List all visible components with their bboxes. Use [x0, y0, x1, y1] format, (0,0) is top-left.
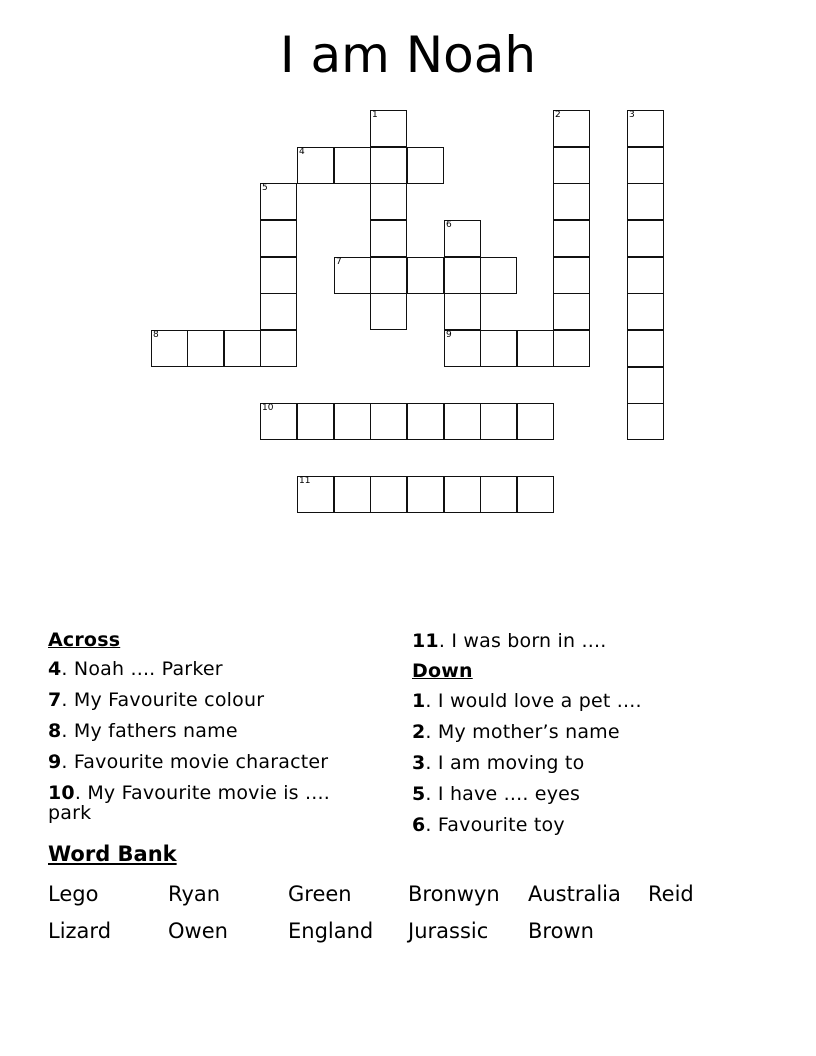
word-bank-word: Jurassic [408, 919, 489, 943]
crossword-cell[interactable] [334, 147, 371, 184]
crossword-cell[interactable] [370, 110, 407, 147]
crossword-cell[interactable] [297, 147, 334, 184]
crossword-cell[interactable] [224, 330, 261, 367]
crossword-cell[interactable] [627, 220, 664, 257]
clue-across-9: 9. Favourite movie character [48, 751, 329, 773]
crossword-cell[interactable] [370, 183, 407, 220]
crossword-cell[interactable] [444, 293, 481, 330]
crossword-cell[interactable] [444, 476, 481, 513]
down-heading: Down [412, 660, 473, 682]
word-bank-word: Ryan [168, 882, 221, 906]
crossword-cell[interactable] [370, 403, 407, 440]
cell-number: 9 [446, 330, 452, 340]
crossword-cell[interactable] [370, 220, 407, 257]
crossword-cell[interactable] [517, 330, 554, 367]
crossword-cell[interactable] [480, 330, 517, 367]
word-bank-word: Australia [528, 882, 621, 906]
word-bank-word: England [288, 919, 374, 943]
crossword-cell[interactable] [260, 183, 297, 220]
crossword-cell[interactable] [553, 183, 590, 220]
crossword-cell[interactable] [407, 257, 444, 294]
crossword-cell[interactable] [627, 367, 664, 404]
clue-down-2: 2. My mother’s name [412, 721, 620, 743]
crossword-cell[interactable] [627, 293, 664, 330]
word-bank-word: Lizard [48, 919, 112, 943]
crossword-cell[interactable] [260, 330, 297, 367]
clue-across-10: 10. My Favourite movie is .... park [48, 782, 330, 824]
cell-number: 10 [262, 403, 274, 413]
word-bank-word: Lego [48, 882, 99, 906]
crossword-cell[interactable] [553, 330, 590, 367]
crossword-cell[interactable] [260, 257, 297, 294]
crossword-cell[interactable] [297, 403, 334, 440]
crossword-cell[interactable] [370, 476, 407, 513]
cell-number: 3 [629, 110, 635, 120]
crossword-cell[interactable] [517, 403, 554, 440]
cell-number: 1 [372, 110, 378, 120]
word-bank-heading: Word Bank [48, 842, 177, 866]
crossword-cell[interactable] [187, 330, 224, 367]
crossword-cell[interactable] [553, 257, 590, 294]
word-bank-word: Brown [528, 919, 594, 943]
clue-down-1: 1. I would love a pet .... [412, 690, 642, 712]
clue-across-4: 4. Noah .... Parker [48, 658, 223, 680]
word-bank-word: Owen [168, 919, 228, 943]
crossword-cell[interactable] [334, 476, 371, 513]
crossword-cell[interactable] [480, 257, 517, 294]
crossword-cell[interactable] [370, 257, 407, 294]
word-bank-word: Green [288, 882, 352, 906]
word-bank-word: Bronwyn [408, 882, 500, 906]
crossword-cell[interactable] [444, 403, 481, 440]
crossword-cell[interactable] [627, 403, 664, 440]
cell-number: 6 [446, 220, 452, 230]
crossword-cell[interactable] [627, 147, 664, 184]
clue-across-11: 11. I was born in .... [412, 630, 607, 652]
crossword-cell[interactable] [553, 147, 590, 184]
crossword-cell[interactable] [407, 147, 444, 184]
clue-across-7: 7. My Favourite colour [48, 689, 265, 711]
crossword-cell[interactable] [334, 257, 371, 294]
crossword-cell[interactable] [480, 476, 517, 513]
crossword-cell[interactable] [260, 403, 297, 440]
cell-number: 7 [336, 257, 342, 267]
crossword-cell[interactable] [151, 330, 188, 367]
crossword-cell[interactable] [627, 257, 664, 294]
crossword-cell[interactable] [444, 220, 481, 257]
cell-number: 8 [153, 330, 159, 340]
crossword-cell[interactable] [370, 147, 407, 184]
clue-down-3: 3. I am moving to [412, 752, 585, 774]
crossword-cell[interactable] [407, 403, 444, 440]
across-heading: Across [48, 629, 121, 651]
down-clues [412, 626, 642, 841]
cell-number: 11 [299, 476, 311, 486]
clue-down-6: 6. Favourite toy [412, 814, 565, 836]
clue-down-5: 5. I have .... eyes [412, 783, 581, 805]
crossword-cell[interactable] [297, 476, 334, 513]
crossword-cell[interactable] [553, 110, 590, 147]
crossword-cell[interactable] [553, 220, 590, 257]
crossword-cell[interactable] [407, 476, 444, 513]
cell-number: 2 [555, 110, 561, 120]
clue-across-8: 8. My fathers name [48, 720, 238, 742]
crossword-cell[interactable] [334, 403, 371, 440]
across-clues [48, 626, 368, 829]
crossword-cell[interactable] [444, 257, 481, 294]
crossword-cell[interactable] [260, 293, 297, 330]
crossword-cell[interactable] [444, 330, 481, 367]
crossword-cell[interactable] [627, 330, 664, 367]
crossword-cell[interactable] [260, 220, 297, 257]
crossword-cell[interactable] [553, 293, 590, 330]
crossword-cell[interactable] [517, 476, 554, 513]
crossword-cell[interactable] [627, 110, 664, 147]
crossword-cell[interactable] [370, 293, 407, 330]
word-bank-word: Reid [648, 882, 694, 906]
crossword-cell[interactable] [627, 183, 664, 220]
cell-number: 5 [262, 183, 268, 193]
crossword-cell[interactable] [480, 403, 517, 440]
page-title: I am Noah [279, 26, 537, 84]
cell-number: 4 [299, 147, 305, 157]
